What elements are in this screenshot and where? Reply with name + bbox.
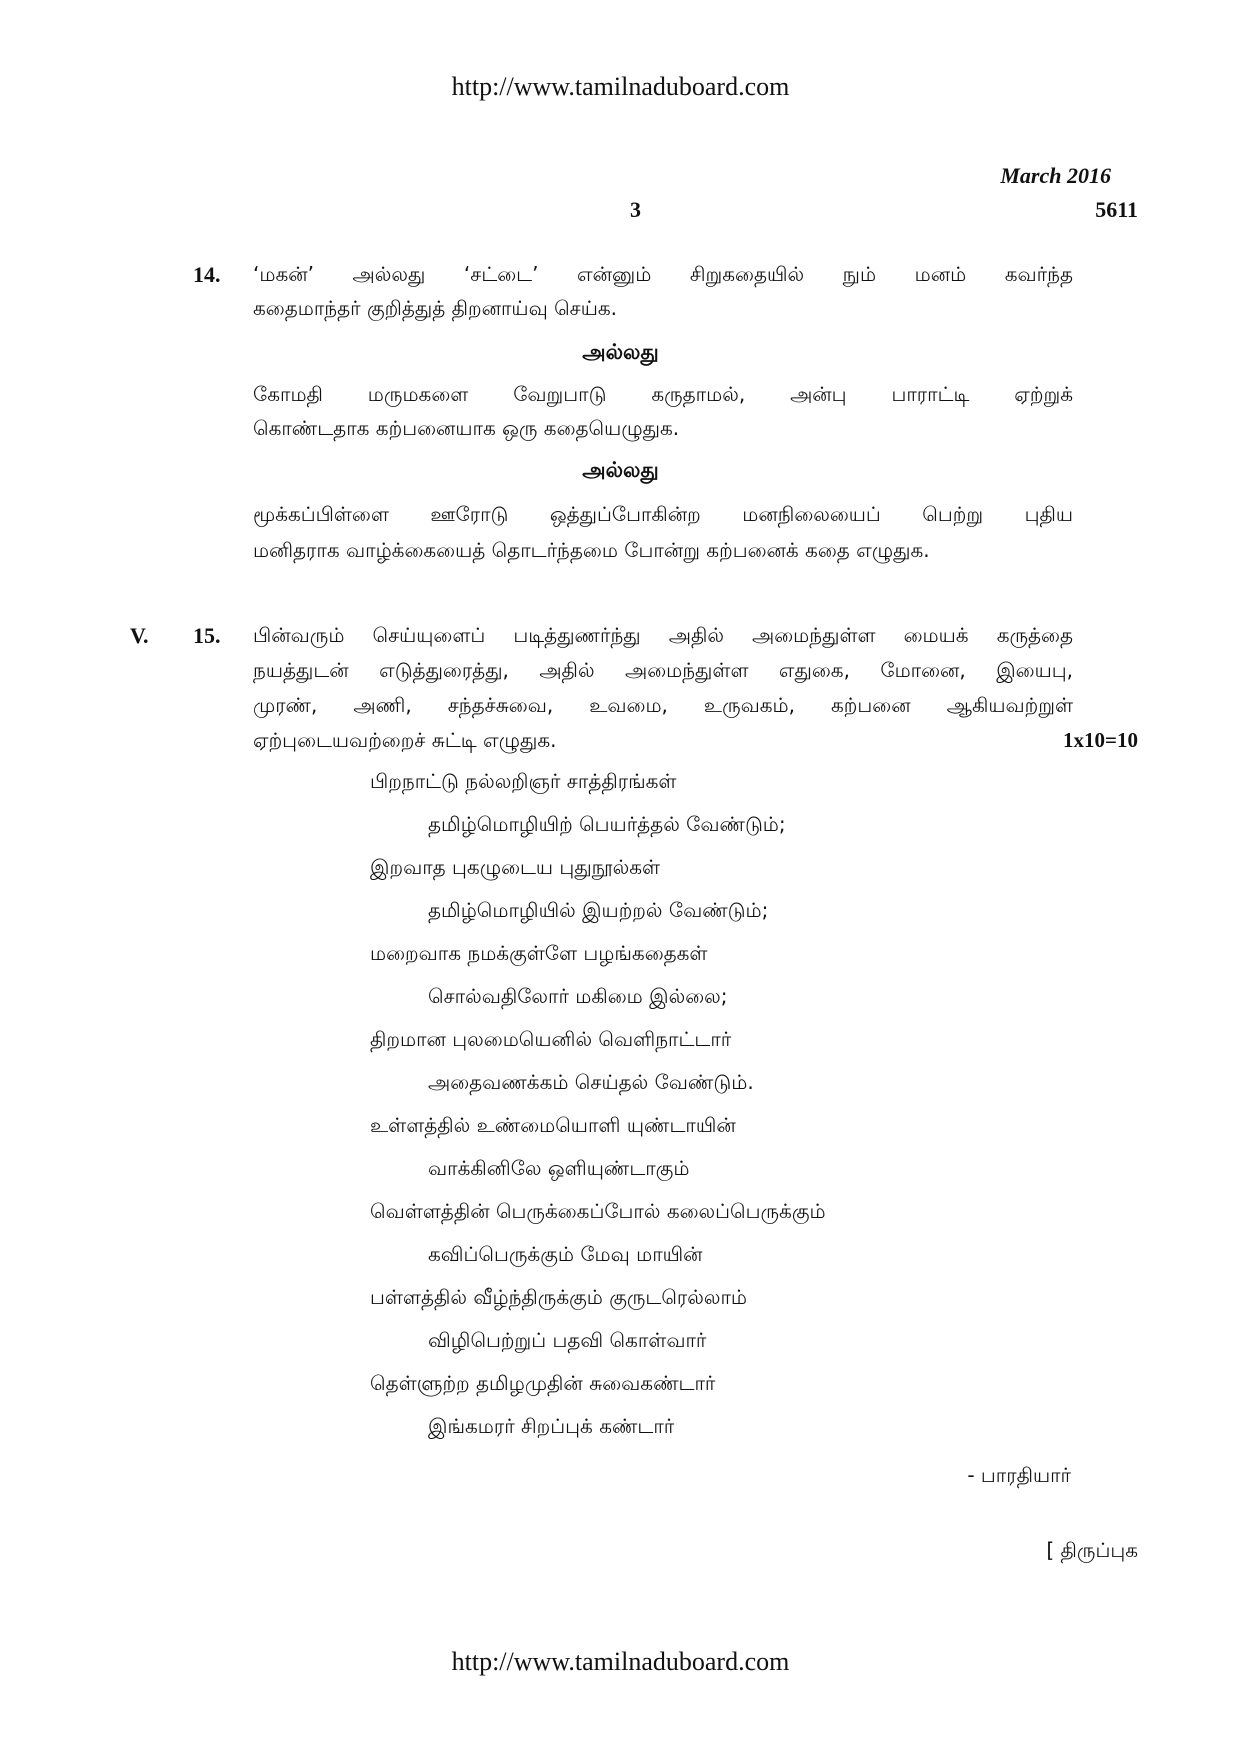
or-heading-2: அல்லது bbox=[582, 458, 659, 482]
poem-line-4: தமிழ்மொழியில் இயற்றல் வேண்டும்; bbox=[428, 898, 769, 922]
question-15-number: 15. bbox=[193, 623, 221, 648]
question-15-line-1: பின்வரும் செய்யுளைப் படித்துணர்ந்து அதில் அமைந்துள்ள மையக் கருத்தை bbox=[253, 623, 1073, 647]
poem-line-15: தெள்ளுற்ற தமிழமுதின் சுவைகண்டார் bbox=[370, 1371, 716, 1395]
poem-line-1: பிறநாட்டு நல்லறிஞர் சாத்திரங்கள் bbox=[370, 769, 677, 793]
or-heading-1: அல்லது bbox=[582, 340, 659, 364]
poem-line-8: அதைவணக்கம் செய்தல் வேண்டும். bbox=[428, 1070, 754, 1094]
poem-line-14: விழிபெற்றுப் பதவி கொள்வார் bbox=[428, 1328, 707, 1352]
question-14-line-2: கதைமாந்தர் குறித்துத் திறனாய்வு செய்க. bbox=[253, 296, 618, 320]
footer-url: http://www.tamilnaduboard.com bbox=[451, 1647, 790, 1676]
paper-code: 5611 bbox=[1095, 197, 1138, 222]
poem-line-5: மறைவாக நமக்குள்ளே பழங்கதைகள் bbox=[370, 941, 708, 965]
page-number: 3 bbox=[630, 197, 641, 222]
section-v-label: V. bbox=[130, 623, 149, 648]
question-14-line-1: ‘மகன்’ அல்லது ‘சட்டை’ என்னும் சிறுகதையில் நும் மனம் கவர்ந்த bbox=[253, 262, 1073, 286]
header-url: http://www.tamilnaduboard.com bbox=[451, 72, 790, 101]
marks-allocation: 1x10=10 bbox=[1063, 728, 1138, 752]
exam-date: March 2016 bbox=[1000, 163, 1111, 188]
poem-line-6: சொல்வதிலோர் மகிமை இல்லை; bbox=[428, 984, 728, 1008]
poem-line-12: கவிப்பெருக்கும் மேவு மாயின் bbox=[428, 1242, 703, 1266]
question-14-number: 14. bbox=[193, 262, 221, 287]
question-15-line-3: முரண், அணி, சந்தச்சுவை, உவமை, உருவகம், கற்பனை ஆகியவற்றுள் bbox=[253, 693, 1073, 717]
alternative-2-line-2: மனிதராக வாழ்க்கையைத் தொடர்ந்தமை போன்று கற்பனைக் கதை எழுதுக. bbox=[253, 538, 930, 562]
question-15-line-2: நயத்துடன் எடுத்துரைத்து, அதில் அமைந்துள்ள எதுகை, மோனை, இயைபு, bbox=[253, 658, 1073, 682]
poem-line-3: இறவாத புகழுடைய புதுநூல்கள் bbox=[370, 855, 661, 879]
alternative-1-line-2: கொண்டதாக கற்பனையாக ஒரு கதையெழுதுக. bbox=[253, 416, 680, 440]
poem-line-2: தமிழ்மொழியிற் பெயர்த்தல் வேண்டும்; bbox=[428, 812, 786, 836]
turn-over-note: [ திருப்புக bbox=[1046, 1538, 1138, 1562]
poem-line-9: உள்ளத்தில் உண்மையொளி யுண்டாயின் bbox=[370, 1113, 736, 1137]
question-15-line-4: ஏற்புடையவற்றைச் சுட்டி எழுதுக. bbox=[253, 728, 557, 752]
poem-line-11: வெள்ளத்தின் பெருக்கைப்போல் கலைப்பெருக்கும் bbox=[370, 1199, 826, 1223]
poem-line-16: இங்கமரர் சிறப்புக் கண்டார் bbox=[428, 1414, 675, 1438]
poem-line-13: பள்ளத்தில் வீழ்ந்திருக்கும் குருடரெல்லாம் bbox=[370, 1285, 747, 1309]
alternative-1-line-1: கோமதி மருமகளை வேறுபாடு கருதாமல், அன்பு பாராட்டி ஏற்றுக் bbox=[253, 382, 1073, 406]
poem-line-10: வாக்கினிலே ஒளியுண்டாகும் bbox=[428, 1156, 690, 1180]
poem-line-7: திறமான புலமையெனில் வெளிநாட்டார் bbox=[370, 1027, 732, 1051]
alternative-2-line-1: மூக்கப்பிள்ளை ஊரோடு ஒத்துப்போகின்ற மனநிலையைப் பெற்று புதிய bbox=[253, 502, 1073, 526]
poem-author: - பாரதியார் bbox=[967, 1463, 1071, 1487]
